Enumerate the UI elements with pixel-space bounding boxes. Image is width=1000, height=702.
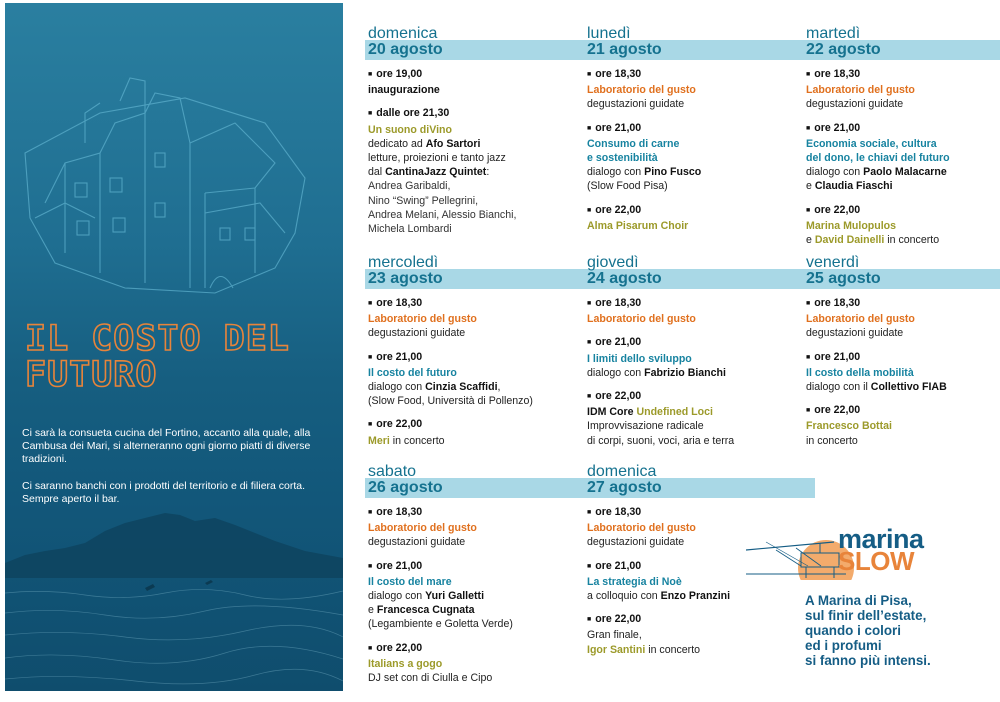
person-name: Claudia Fiaschi: [814, 180, 893, 193]
event: [368, 106, 588, 236]
event-time: ■ ore 18,30: [368, 505, 588, 521]
day-date: 26 agosto: [368, 479, 443, 496]
event-line: DJ set con di Ciulla e Cipo: [368, 672, 493, 685]
event: [587, 67, 807, 112]
text: in concerto: [389, 434, 445, 447]
tagline: [805, 593, 995, 668]
day-header: [368, 463, 588, 499]
event-title: La strategia di Noè: [587, 575, 682, 588]
tagline-line: ed i profumi: [805, 638, 882, 653]
text: dialogo con: [368, 590, 426, 603]
band-name: CantinaJazz Quintet: [385, 166, 487, 179]
text: dal: [368, 166, 386, 179]
text: dialogo con: [587, 366, 645, 379]
day-date: 23 agosto: [368, 270, 443, 287]
event-line: Andrea Garibaldi,: [368, 180, 451, 193]
event-title: e sostenibilità: [587, 152, 658, 165]
event: [368, 559, 588, 632]
event-time: ■ ore 18,30: [368, 296, 588, 312]
event: [368, 641, 588, 686]
text: :: [486, 166, 490, 179]
event-line: [368, 434, 588, 448]
day-date: 27 agosto: [587, 479, 662, 496]
event-title: Il costo della mobilità: [806, 366, 914, 379]
text: e: [806, 180, 815, 193]
event: [368, 417, 588, 447]
intro-paragraph-1: Ci sarà la consueta cucina del Fortino, accanto alla quale, alla Cambusa dei Mari, si alterneranno ogni giorno piatti di diverse tradizioni.: [22, 427, 311, 466]
day-date: 25 agosto: [806, 270, 881, 287]
event-line: degustazioni guidate: [587, 98, 685, 111]
event: [587, 335, 807, 380]
day-header: [368, 25, 588, 61]
event-line: Gran finale,: [587, 629, 642, 642]
text: dialogo con: [806, 166, 864, 179]
event-line: [368, 380, 588, 394]
day-date: 22 agosto: [806, 41, 881, 58]
event-title: Consumo di carne: [587, 137, 680, 150]
tagline-line: sul finir dell’estate,: [805, 608, 927, 623]
day-name: domenica: [587, 463, 657, 480]
event: [368, 67, 588, 97]
event-time: ■ ore 18,30: [806, 296, 1000, 312]
event-line: [587, 165, 807, 179]
event-line: (Slow Food, Università di Pollenzo): [368, 395, 533, 408]
day-name: mercoledì: [368, 254, 439, 271]
day-name: giovedì: [587, 254, 639, 271]
event: [806, 350, 1000, 395]
text: in concerto: [645, 643, 701, 656]
event-title: Il costo del mare: [368, 575, 452, 588]
event-line: letture, proiezioni e tanto jazz: [368, 152, 506, 165]
day-name: venerdì: [806, 254, 860, 271]
event-line: [587, 366, 807, 380]
day-23-agosto: [368, 254, 588, 448]
day-header: [368, 254, 588, 290]
event-time: ■ ore 22,00: [806, 203, 1000, 219]
event: [806, 67, 1000, 112]
event-line: degustazioni guidate: [368, 327, 466, 340]
event-line: di corpi, suoni, voci, aria e terra: [587, 434, 735, 447]
event-line: Andrea Melani, Alessio Bianchi,: [368, 208, 517, 221]
performer-name: IDM Core: [587, 406, 637, 419]
event-line: Michela Lombardi: [368, 223, 452, 236]
event-title: Italians a gogo: [368, 657, 443, 670]
text: dialogo con: [368, 381, 426, 394]
event-line: [806, 165, 1000, 179]
event-time: ■ ore 18,30: [587, 296, 807, 312]
event: [368, 350, 588, 409]
event: [368, 296, 588, 341]
logo-word-slow: SLOW: [838, 546, 914, 576]
event-time: ■ ore 21,00: [368, 350, 588, 366]
event-line: [368, 603, 588, 617]
event-line: Nino “Swing” Pellegrini,: [368, 194, 479, 207]
event-time: ■ ore 22,00: [587, 612, 807, 628]
event-time: ■ ore 18,30: [587, 505, 807, 521]
event-title: Laboratorio del gusto: [806, 84, 915, 97]
day-header: [587, 254, 807, 290]
performance-title: Undefined Loci: [636, 406, 713, 419]
event-title: [587, 405, 807, 419]
text: ,: [497, 381, 501, 394]
person-name: Paolo Malacarne: [863, 166, 947, 179]
event-title: inaugurazione: [368, 84, 440, 97]
event-line: [368, 137, 588, 151]
event-line: degustazioni guidate: [806, 327, 904, 340]
event-time: ■ ore 18,30: [806, 67, 1000, 83]
event-title: Laboratorio del gusto: [806, 313, 915, 326]
village-line-art: [25, 78, 305, 293]
performer-name: David Dainelli: [814, 234, 885, 247]
event-line: [806, 380, 1000, 394]
event-title: Alma Pisarum Choir: [587, 219, 689, 232]
event-time: ■ dalle ore 21,30: [368, 106, 588, 122]
event: [806, 403, 1000, 448]
event-title: Francesco Bottai: [806, 420, 892, 433]
day-20-agosto: [368, 25, 588, 236]
marina-slow-logo: [838, 524, 924, 576]
text: dedicato ad: [368, 137, 426, 150]
event-title: Laboratorio del gusto: [587, 313, 696, 326]
day-21-agosto: [587, 25, 807, 233]
sea-waves: [5, 589, 343, 683]
event-line: [368, 165, 588, 179]
day-24-agosto: [587, 254, 807, 448]
event-line: degustazioni guidate: [806, 98, 904, 111]
intro-text: [22, 427, 342, 519]
text: dialogo con: [587, 166, 645, 179]
event-title: Laboratorio del gusto: [587, 522, 696, 535]
cover-panel: [5, 3, 343, 691]
event: [368, 505, 588, 550]
day-22-agosto: [806, 25, 1000, 247]
text: e: [368, 604, 377, 617]
person-name: Cinzia Scaffidi: [425, 381, 498, 394]
tagline-line: quando i colori: [805, 623, 901, 638]
tagline-line: A Marina di Pisa,: [805, 593, 912, 608]
event: [587, 203, 807, 233]
event-line: [806, 179, 1000, 193]
day-date: 20 agosto: [368, 41, 443, 58]
day-26-agosto: [368, 463, 588, 685]
performer-name: Igor Santini: [587, 643, 646, 656]
day-header: [806, 254, 1000, 290]
event: [806, 203, 1000, 248]
event: [587, 296, 807, 326]
event: [587, 389, 807, 448]
event-line: (Slow Food Pisa): [587, 180, 668, 193]
event-title: del dono, le chiavi del futuro: [806, 152, 950, 165]
event-time: ■ ore 22,00: [587, 389, 807, 405]
day-header: [587, 463, 807, 499]
day-header: [806, 25, 1000, 61]
text: in concerto: [884, 234, 940, 247]
event-title: Il costo del futuro: [368, 366, 457, 379]
event-line: [587, 589, 807, 603]
event: [587, 612, 807, 657]
event-title: Marina Mulopulos: [806, 219, 897, 232]
event: [806, 121, 1000, 194]
event-title: Laboratorio del gusto: [587, 84, 696, 97]
day-name: martedì: [806, 25, 861, 42]
person-name: Fabrizio Bianchi: [644, 366, 726, 379]
event-time: ■ ore 21,00: [806, 350, 1000, 366]
day-name: sabato: [368, 463, 417, 480]
event-time: ■ ore 21,00: [587, 559, 807, 575]
event-time: ■ ore 21,00: [806, 121, 1000, 137]
event-title: Un suono diVino: [368, 123, 452, 136]
text: dialogo con il: [806, 381, 871, 394]
event-line: [806, 233, 1000, 247]
text: a colloquio con: [587, 590, 661, 603]
distant-mountains: [5, 513, 343, 578]
event-line: [368, 589, 588, 603]
event-line: [587, 643, 807, 657]
day-name: lunedì: [587, 25, 631, 42]
tagline-line: si fanno più intensi.: [805, 653, 931, 668]
event-time: ■ ore 22,00: [368, 417, 588, 433]
organization-name: Collettivo FIAB: [870, 381, 947, 394]
person-name: Afo Sartori: [425, 137, 481, 150]
event-line: in concerto: [806, 434, 858, 447]
person-name: Francesca Cugnata: [376, 604, 475, 617]
day-date: 24 agosto: [587, 270, 662, 287]
person-name: Pino Fusco: [644, 166, 702, 179]
day-date: 21 agosto: [587, 41, 662, 58]
event-title: Economia sociale, cultura: [806, 137, 937, 150]
performer-name: Meri: [368, 434, 390, 447]
event-line: degustazioni guidate: [368, 536, 466, 549]
person-name: Yuri Galletti: [425, 590, 485, 603]
event: [587, 121, 807, 194]
event-title: Laboratorio del gusto: [368, 522, 477, 535]
event-time: ■ ore 18,30: [587, 67, 807, 83]
text: e: [806, 234, 815, 247]
intro-paragraph-2: Ci saranno banchi con i prodotti del territorio e di filiera corta. Sempre aperto il bar.: [22, 479, 306, 505]
event-time: ■ ore 22,00: [806, 403, 1000, 419]
person-name: Enzo Pranzini: [660, 590, 731, 603]
day-25-agosto: [806, 254, 1000, 448]
event-line: (Legambiente e Goletta Verde): [368, 618, 513, 631]
festival-title: IL COSTO DEL FUTURO: [25, 319, 290, 395]
day-name: domenica: [368, 25, 438, 42]
event-line: degustazioni guidate: [587, 536, 685, 549]
event-time: ■ ore 21,00: [587, 335, 807, 351]
event-title: Laboratorio del gusto: [368, 313, 477, 326]
event-line: Improvvisazione radicale: [587, 420, 704, 433]
event: [806, 296, 1000, 341]
event-time: ■ ore 22,00: [368, 641, 588, 657]
event-time: ■ ore 22,00: [587, 203, 807, 219]
logo-word-marina: marina: [838, 524, 924, 554]
event-time: ■ ore 21,00: [368, 559, 588, 575]
event-time: ■ ore 19,00: [368, 67, 588, 83]
day-header: [587, 25, 807, 61]
event-title: I limiti dello sviluppo: [587, 352, 692, 365]
event-time: ■ ore 21,00: [587, 121, 807, 137]
